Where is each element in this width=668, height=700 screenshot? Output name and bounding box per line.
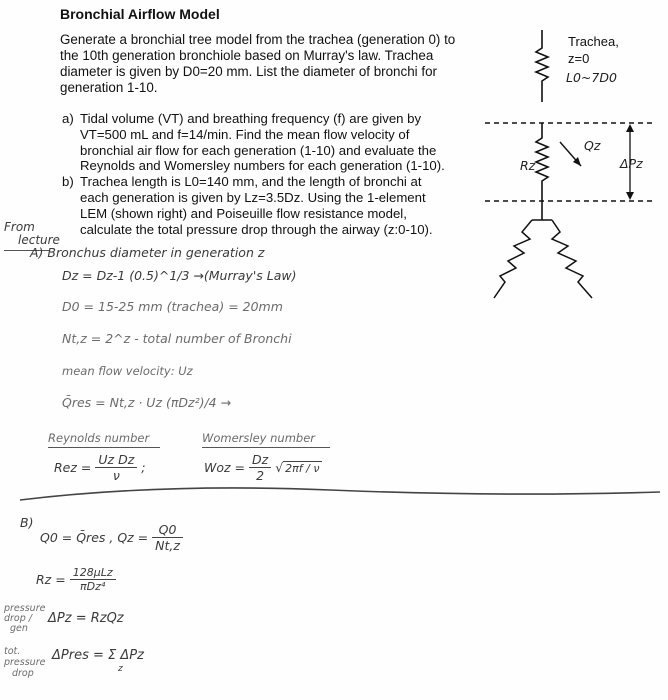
part-b-heading: B) <box>20 515 34 530</box>
reynolds-numerator: Uz Dz <box>95 452 137 468</box>
mean-flow-note: mean flow velocity: Uz <box>62 364 193 378</box>
generation-zero-label: z=0 <box>568 51 590 66</box>
resistance-lhs: Rz = <box>36 572 66 587</box>
womersley-lhs: Woz = <box>204 460 246 475</box>
trachea-length-label: L0~7D0 <box>566 70 617 85</box>
reynolds-lhs: Rez = <box>54 460 92 475</box>
womersley-heading: Womersley number <box>202 431 316 445</box>
question-line: bronchial air flow for each generation (1-10) and evaluate the <box>80 142 437 158</box>
flow-split-equation <box>40 522 183 553</box>
from-lecture-note: From <box>4 220 35 234</box>
pressure-arrow-bottom <box>626 192 634 200</box>
resistance-denominator: πDz⁴ <box>80 580 106 593</box>
pressure-drop-note <box>4 604 45 634</box>
question-line: Trachea length is L0=140 mm, and the length of bronchi at <box>80 174 422 190</box>
pressure-drop-note-line: drop / <box>4 613 32 624</box>
womersley-root: 2πf / ν <box>285 461 320 475</box>
question-line: LEM (shown right) and Poiseuille flow resistance model, <box>80 205 407 221</box>
trachea-label: Trachea, <box>568 34 619 49</box>
from-lecture-note: lecture <box>18 233 60 247</box>
question-line: VT=500 mL and f=14/min. Find the mean flow velocity of <box>80 126 410 142</box>
intro-line: Generate a bronchial tree model from the trachea (generation 0) to <box>60 32 456 47</box>
page-title: Bronchial Airflow Model <box>60 6 220 22</box>
reynolds-underline <box>48 447 160 448</box>
question-line: Tidal volume (VT) and breathing frequency (f) are given by <box>80 111 422 126</box>
reynolds-denominator: ν <box>112 468 120 483</box>
total-pressure-equation: ΔPres = Σ ΔPz <box>52 648 144 663</box>
resistance-label: Rz <box>520 158 536 173</box>
womersley-denominator: 2 <box>256 468 265 483</box>
pressure-drop-equation: ΔPz = RzQz <box>48 611 124 626</box>
flow-label: Qz <box>584 138 601 153</box>
section-divider <box>0 478 668 508</box>
total-pressure-note-line: tot. <box>4 646 21 657</box>
womersley-underline <box>202 447 330 448</box>
flow-split-numerator: Q0 <box>152 522 183 538</box>
intro-line: generation 1-10. <box>60 80 158 95</box>
part-a-heading: A) Bronchus diameter in generation z <box>30 245 265 260</box>
question-label: b) <box>62 174 74 190</box>
pressure-arrow-top <box>626 124 634 132</box>
question-a <box>62 111 482 174</box>
question-list <box>62 111 482 237</box>
question-line: Reynolds and Womersley numbers for each generation (1-10). <box>80 158 445 174</box>
lem-diagram <box>480 20 660 310</box>
right-branch-spring <box>552 220 592 298</box>
womersley-equation: Woz = $\frac{Dz}{2}$ √ 2πf / ν <box>204 452 320 483</box>
flow-split-denominator: Nt,z <box>155 538 180 553</box>
pressure-drop-note-line: gen <box>10 623 28 634</box>
total-pressure-note-line: pressure <box>4 657 46 668</box>
sum-index: z <box>118 664 123 674</box>
intro-line: diameter is given by D0=20 mm. List the diameter of bronchi for <box>60 64 437 79</box>
question-b <box>62 174 482 237</box>
intro-paragraph <box>60 32 480 96</box>
resistance-numerator: 128μLz <box>70 566 116 580</box>
murray-law-equation: Dz = Dz-1 (0.5)^1/3 →(Murray's Law) <box>62 268 297 283</box>
generation-resistor-spring <box>536 123 548 201</box>
reynolds-heading: Reynolds number <box>48 431 150 445</box>
total-pressure-note <box>4 646 45 679</box>
question-line: calculate the total pressure drop through the airway (z:0-10). <box>80 221 433 237</box>
poiseuille-resistance-equation <box>36 566 116 593</box>
flow-rate-equation: Q̄res = Nt,z · Uz (πDz²)/4 → <box>62 395 232 410</box>
reynolds-equation: Rez = $\frac{\text{Uz Dz}}{\nu}$ ; <box>54 452 146 483</box>
trachea-diameter-note: D0 = 15-25 mm (trachea) = 20mm <box>62 299 283 314</box>
pressure-drop-note-line: pressure <box>4 603 46 614</box>
question-label: a) <box>62 111 74 126</box>
total-pressure-note-line: drop <box>12 668 34 679</box>
trachea-resistor-spring <box>536 30 548 102</box>
intro-line: the 10th generation bronchiole based on Murray's law. Trachea <box>60 48 434 63</box>
bronchi-count-equation: Nt,z = 2^z - total number of Bronchi <box>62 331 292 346</box>
flow-split-lhs: Q0 = Q̄res , Qz = <box>40 530 149 545</box>
pressure-drop-label: ΔPz <box>620 156 643 171</box>
left-branch-spring <box>494 220 532 298</box>
question-line: each generation is given by Lz=3.5Dz. Using the 1-element <box>80 189 426 205</box>
womersley-numerator: Dz <box>249 452 271 468</box>
